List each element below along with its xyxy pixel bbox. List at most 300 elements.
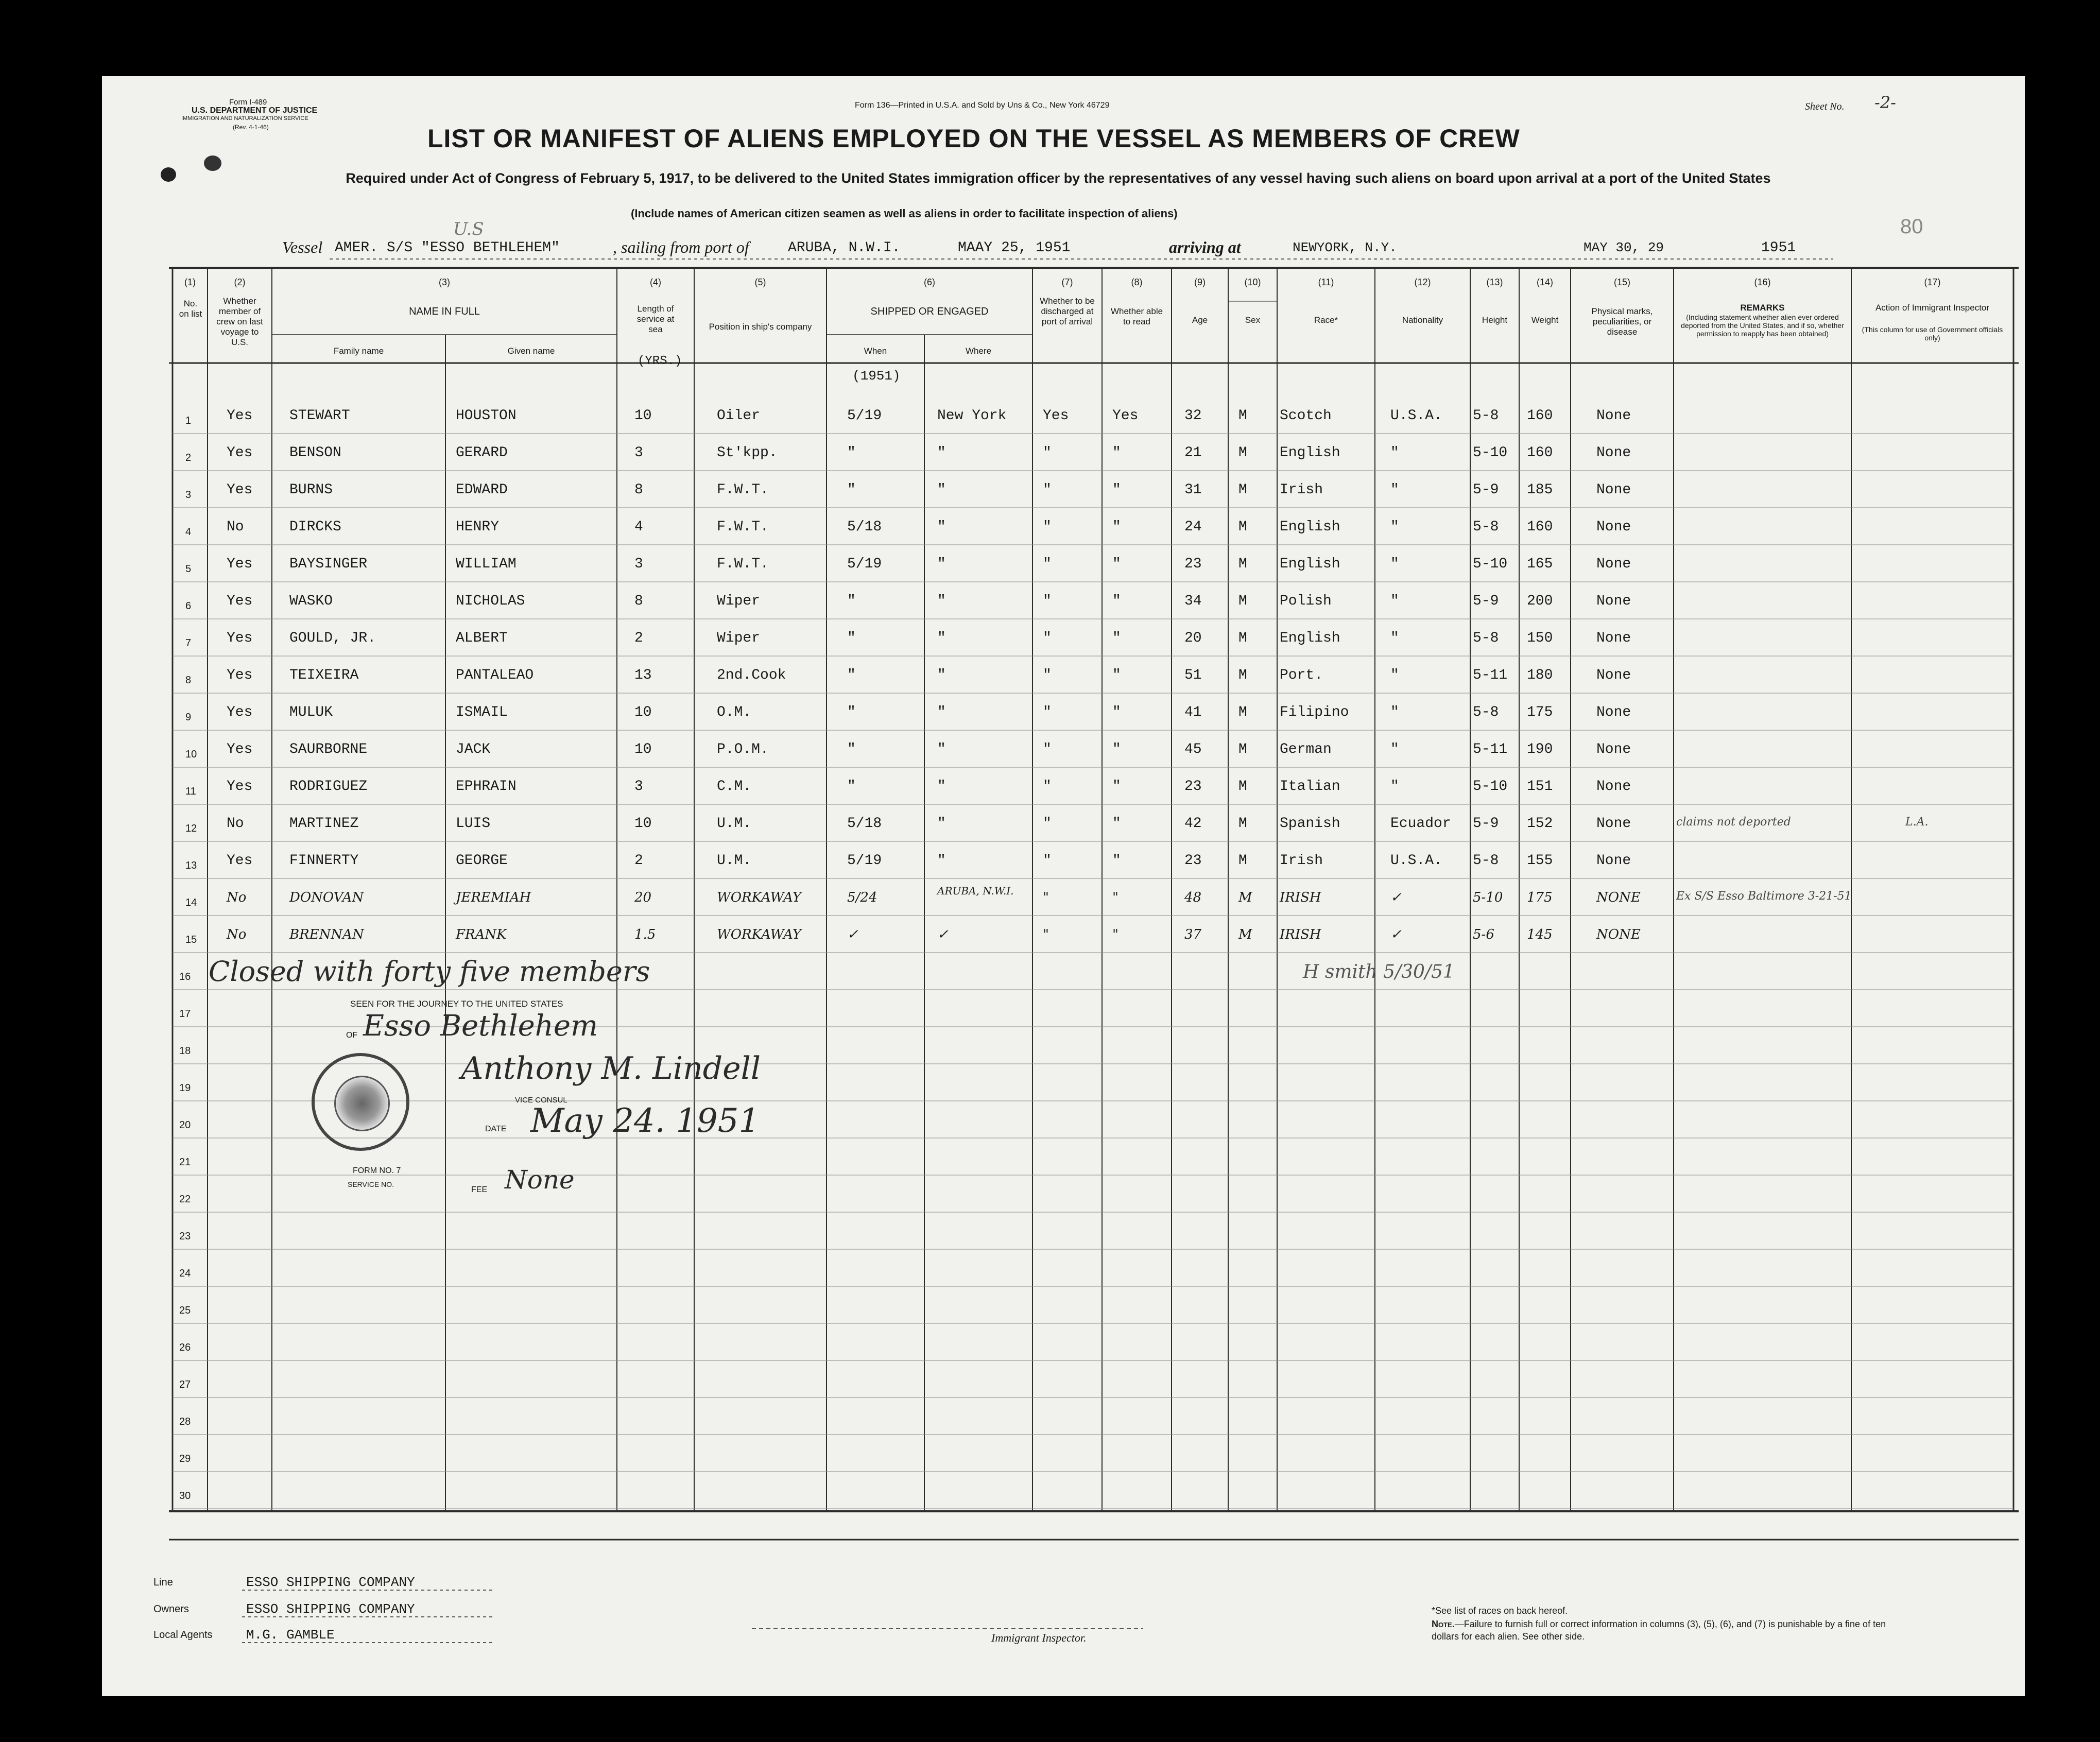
row-number: 7	[185, 637, 192, 649]
marks-cell: None	[1596, 853, 1631, 869]
family-name-cell: DIRCKS	[289, 519, 341, 535]
where-cell: "	[937, 445, 946, 461]
read-cell: "	[1112, 556, 1121, 572]
prev-crew-cell: Yes	[227, 667, 253, 683]
age-cell: 20	[1184, 630, 1202, 646]
where-cell: "	[937, 630, 946, 646]
position-cell: 2nd.Cook	[717, 667, 786, 683]
marks-cell: None	[1596, 519, 1631, 535]
sex-cell: M	[1238, 445, 1247, 461]
row-number: 10	[185, 749, 197, 760]
discharge-cell: "	[1043, 556, 1052, 572]
where-cell: "	[937, 556, 946, 572]
race-cell: German	[1280, 741, 1332, 757]
nationality-cell: U.S.A.	[1390, 408, 1442, 424]
height-cell: 5-10	[1473, 445, 1508, 461]
nationality-cell: "	[1390, 630, 1399, 646]
remarks-cell: Ex S/S Esso Baltimore 3-21-51	[1676, 890, 1852, 903]
row-number: 3	[185, 489, 192, 501]
marks-cell: None	[1596, 408, 1631, 424]
height-cell: 5-6	[1473, 927, 1494, 942]
action-cell: L.A.	[1905, 816, 1929, 829]
when-cell: 5/19	[847, 556, 882, 572]
empty-row-number: 20	[179, 1119, 191, 1131]
height-cell: 5-8	[1473, 853, 1499, 869]
race-cell: English	[1280, 445, 1340, 461]
row-number: 14	[185, 897, 197, 908]
sex-cell: M	[1238, 593, 1247, 609]
row-number: 2	[185, 452, 192, 463]
closed-note: Closed with forty five members	[209, 955, 650, 988]
footer-line-label: Line	[153, 1577, 173, 1588]
where-cell: "	[937, 482, 946, 498]
arriving-year: 1951	[1761, 240, 1796, 256]
inspector-initials: H smith 5/30/51	[1303, 961, 1455, 982]
discharge-cell: "	[1043, 630, 1052, 646]
prev-crew-cell: Yes	[227, 630, 253, 646]
fine-note	[1432, 1618, 1895, 1643]
row-number: 11	[185, 786, 196, 797]
empty-row-number: 27	[179, 1379, 191, 1390]
col-11-number: (11)	[1318, 277, 1334, 287]
row-number: 5	[185, 563, 192, 575]
sex-cell: M	[1238, 519, 1247, 535]
sheet-number: -2-	[1874, 93, 1896, 112]
family-name-cell: DONOVAN	[289, 890, 364, 905]
weight-cell: 155	[1527, 853, 1553, 869]
position-cell: O.M.	[717, 704, 752, 720]
prev-crew-cell: No	[227, 519, 244, 535]
footer-agents-value: M.G. GAMBLE	[246, 1627, 335, 1643]
marks-cell: None	[1596, 741, 1631, 757]
consular-seal-inner	[334, 1076, 390, 1131]
prev-crew-cell: Yes	[227, 741, 253, 757]
weight-cell: 160	[1527, 519, 1553, 535]
family-name-cell: WASKO	[289, 593, 333, 609]
marks-cell: None	[1596, 667, 1631, 683]
when-cell: "	[847, 667, 856, 683]
empty-row-number: 16	[179, 971, 191, 982]
race-cell: Spanish	[1280, 816, 1340, 832]
col-3-number: (3)	[439, 277, 450, 287]
consul-title: VICE CONSUL	[515, 1096, 567, 1105]
where-cell: "	[937, 816, 946, 832]
given-name-cell: ISMAIL	[456, 704, 508, 720]
vessel-name: AMER. S/S "ESSO BETHLEHEM"	[335, 240, 560, 256]
when-cell: 5/19	[847, 408, 882, 424]
read-cell: "	[1112, 741, 1121, 757]
col-14-number: (14)	[1536, 277, 1553, 287]
service-name: IMMIGRATION AND NATURALIZATION SERVICE	[181, 115, 308, 122]
height-cell: 5-9	[1473, 593, 1499, 609]
when-cell: "	[847, 630, 856, 646]
marks-cell: NONE	[1596, 927, 1641, 942]
where-cell: ARUBA, N.W.I.	[937, 885, 1014, 897]
years-cell: 10	[634, 816, 652, 832]
position-cell: U.M.	[717, 816, 752, 832]
years-cell: 3	[634, 445, 643, 461]
col-12-label: Nationality	[1402, 315, 1443, 325]
col-10-number: (10)	[1244, 277, 1261, 287]
when-cell: "	[847, 445, 856, 461]
when-cell: ✓	[847, 927, 858, 942]
date-label: DATE	[485, 1125, 507, 1133]
position-cell: P.O.M.	[717, 741, 769, 757]
height-cell: 5-8	[1473, 519, 1499, 535]
nationality-cell: "	[1390, 779, 1399, 795]
discharge-cell: "	[1043, 519, 1052, 535]
col-9-label: Age	[1192, 315, 1208, 325]
age-cell: 24	[1184, 519, 1202, 535]
prev-crew-cell: No	[227, 890, 247, 905]
form-revision: (Rev. 4-1-46)	[233, 124, 269, 131]
discharge-cell: "	[1043, 445, 1052, 461]
read-cell: "	[1112, 519, 1121, 535]
form-no-label: FORM NO. 7	[353, 1166, 401, 1175]
sex-cell: M	[1238, 408, 1247, 424]
col-16-sublabel: (Including statement whether alien ever ordered deported from the United States, and if so, whether permission to reapply has been obtained)	[1681, 313, 1844, 338]
col-13-label: Height	[1482, 315, 1508, 325]
where-cell: "	[937, 741, 946, 757]
col-9-number: (9)	[1194, 277, 1206, 287]
nationality-cell: ✓	[1390, 890, 1402, 905]
empty-row-number: 22	[179, 1194, 191, 1205]
read-cell: "	[1112, 816, 1121, 832]
family-name-cell: GOULD, JR.	[289, 630, 376, 646]
family-name-cell: TEIXEIRA	[289, 667, 359, 683]
consul-signature: Anthony M. Lindell	[461, 1050, 761, 1086]
when-cell: "	[847, 779, 856, 795]
col-6-where-label: Where	[965, 346, 992, 356]
nationality-cell: "	[1390, 482, 1399, 498]
years-cell: 2	[634, 853, 643, 869]
weight-cell: 145	[1527, 927, 1553, 942]
discharge-cell: "	[1043, 890, 1049, 905]
age-cell: 34	[1184, 593, 1202, 609]
weight-cell: 165	[1527, 556, 1553, 572]
col-8-label: Whether able to read	[1110, 306, 1163, 326]
weight-cell: 151	[1527, 779, 1553, 795]
fine-note-label: Note.	[1432, 1619, 1455, 1629]
empty-row-number: 21	[179, 1157, 191, 1168]
page-subnote: (Include names of American citizen seamen as well as aliens in order to facilitate inspection of aliens)	[631, 207, 1178, 220]
fee-value: None	[505, 1165, 575, 1195]
where-cell: "	[937, 704, 946, 720]
sailing-date: MAAY 25, 1951	[958, 240, 1071, 256]
row-number: 4	[185, 526, 192, 538]
nationality-cell: "	[1390, 704, 1399, 720]
weight-cell: 160	[1527, 445, 1553, 461]
given-name-cell: NICHOLAS	[456, 593, 525, 609]
footer-agents-label: Local Agents	[153, 1629, 213, 1641]
sex-cell: M	[1238, 556, 1247, 572]
col-2-number: (2)	[234, 277, 246, 287]
discharge-cell: "	[1043, 779, 1052, 795]
given-name-cell: JACK	[456, 741, 491, 757]
position-cell: F.W.T.	[717, 556, 769, 572]
col-6-label: SHIPPED OR ENGAGED	[870, 306, 989, 317]
prev-crew-cell: Yes	[227, 853, 253, 869]
where-cell: "	[937, 779, 946, 795]
stain-mark	[161, 167, 176, 182]
years-cell: 3	[634, 779, 643, 795]
arriving-label: arriving at	[1169, 238, 1241, 256]
where-cell: "	[937, 519, 946, 535]
col-17-sublabel: (This column for use of Government officials only)	[1862, 325, 2003, 342]
years-cell: 10	[634, 408, 652, 424]
footer-owners-label: Owners	[153, 1603, 189, 1615]
family-name-cell: BRENNAN	[289, 927, 364, 942]
read-cell: "	[1112, 704, 1121, 720]
read-cell: "	[1112, 445, 1121, 461]
department-name: U.S. DEPARTMENT OF JUSTICE	[192, 106, 318, 115]
prev-crew-cell: Yes	[227, 704, 253, 720]
nationality-cell: ✓	[1390, 927, 1402, 942]
empty-row-number: 30	[179, 1490, 191, 1502]
family-name-cell: FINNERTY	[289, 853, 359, 869]
col-8-number: (8)	[1131, 277, 1143, 287]
age-cell: 48	[1184, 890, 1202, 905]
col-1-label: No. on list	[179, 299, 202, 319]
row-number: 13	[185, 860, 197, 871]
col-4-label: Length of service at sea	[636, 304, 675, 334]
where-cell: "	[937, 853, 946, 869]
family-name-cell: RODRIGUEZ	[289, 779, 368, 795]
position-cell: Wiper	[717, 593, 761, 609]
vessel-label: Vessel	[282, 238, 323, 256]
footer-line-value: ESSO SHIPPING COMPANY	[246, 1575, 415, 1590]
height-cell: 5-10	[1473, 556, 1508, 572]
footer-owners-value: ESSO SHIPPING COMPANY	[246, 1601, 415, 1617]
years-cell: 20	[634, 890, 652, 905]
marks-cell: None	[1596, 630, 1631, 646]
race-cell: Scotch	[1280, 408, 1332, 424]
where-cell: New York	[937, 408, 1007, 424]
read-cell: "	[1112, 593, 1121, 609]
seen-label: SEEN FOR THE JOURNEY TO THE UNITED STATES	[350, 999, 563, 1009]
when-cell: 5/19	[847, 853, 882, 869]
when-cell: "	[847, 593, 856, 609]
marks-cell: NONE	[1596, 890, 1641, 905]
age-cell: 23	[1184, 853, 1202, 869]
height-cell: 5-8	[1473, 408, 1499, 424]
prev-crew-cell: Yes	[227, 482, 253, 498]
family-name-cell: BAYSINGER	[289, 556, 368, 572]
row-number: 8	[185, 675, 192, 686]
page-title: LIST OR MANIFEST OF ALIENS EMPLOYED ON THE VESSEL AS MEMBERS OF CREW	[427, 124, 1520, 153]
race-cell: IRISH	[1280, 927, 1321, 942]
race-cell: English	[1280, 630, 1340, 646]
col-2-label: Whether member of crew on last voyage to U.S.	[216, 296, 263, 347]
col-6-year: (1951)	[852, 368, 901, 384]
discharge-cell: "	[1043, 853, 1052, 869]
marks-cell: None	[1596, 779, 1631, 795]
row-number: 6	[185, 600, 192, 612]
family-name-cell: STEWART	[289, 408, 350, 424]
position-cell: WORKAWAY	[717, 927, 802, 942]
nationality-cell: "	[1390, 519, 1399, 535]
empty-row-number: 28	[179, 1416, 191, 1427]
seen-of-label: OF	[346, 1031, 358, 1040]
height-cell: 5-10	[1473, 890, 1503, 905]
read-cell: "	[1112, 927, 1118, 942]
empty-row-number: 25	[179, 1305, 191, 1316]
family-name-cell: MARTINEZ	[289, 816, 359, 832]
discharge-cell: "	[1043, 816, 1052, 832]
empty-row-number: 26	[179, 1342, 191, 1353]
when-cell: "	[847, 741, 856, 757]
marks-cell: None	[1596, 816, 1631, 832]
height-cell: 5-11	[1473, 741, 1508, 757]
prev-crew-cell: Yes	[227, 408, 253, 424]
weight-cell: 160	[1527, 408, 1553, 424]
nationality-cell: "	[1390, 593, 1399, 609]
years-cell: 10	[634, 704, 652, 720]
when-cell: 5/18	[847, 816, 882, 832]
height-cell: 5-11	[1473, 667, 1508, 683]
arriving-port: NEWYORK, N.Y.	[1293, 240, 1397, 255]
position-cell: St'kpp.	[717, 445, 778, 461]
prev-crew-cell: No	[227, 927, 247, 942]
weight-cell: 180	[1527, 667, 1553, 683]
read-cell: "	[1112, 630, 1121, 646]
sex-cell: M	[1238, 853, 1247, 869]
family-name-cell: MULUK	[289, 704, 333, 720]
consular-seal-stamp	[312, 1053, 409, 1151]
marks-cell: None	[1596, 445, 1631, 461]
age-cell: 31	[1184, 482, 1202, 498]
family-name-cell: BURNS	[289, 482, 333, 498]
sex-cell: M	[1238, 482, 1247, 498]
sex-cell: M	[1238, 816, 1247, 832]
position-cell: F.W.T.	[717, 519, 769, 535]
position-cell: F.W.T.	[717, 482, 769, 498]
years-cell: 8	[634, 482, 643, 498]
stain-mark	[204, 156, 221, 171]
when-cell: 5/18	[847, 519, 882, 535]
discharge-cell: Yes	[1043, 408, 1069, 424]
service-no-label: SERVICE NO.	[348, 1180, 394, 1188]
given-name-cell: EPHRAIN	[456, 779, 517, 795]
footer-dotted-lines	[242, 1589, 500, 1650]
age-cell: 23	[1184, 779, 1202, 795]
fine-note-text: —Failure to furnish full or correct information in columns (3), (5), (6), and (7) is punishable by a fine of ten dollars for each alien. See other side.	[1432, 1619, 1886, 1642]
race-cell: English	[1280, 519, 1340, 535]
col-11-label: Race*	[1314, 315, 1338, 325]
row-number: 12	[185, 823, 197, 834]
col-4-number: (4)	[650, 277, 661, 287]
position-cell: U.M.	[717, 853, 752, 869]
col-6-number: (6)	[924, 277, 935, 287]
given-name-cell: HOUSTON	[456, 408, 517, 424]
age-cell: 51	[1184, 667, 1202, 683]
race-cell: IRISH	[1280, 890, 1321, 905]
col-17-label: Action of Immigrant Inspector	[1875, 303, 1990, 313]
col-16-label: REMARKS	[1740, 303, 1785, 313]
race-cell: Filipino	[1280, 704, 1349, 720]
nationality-cell: "	[1390, 741, 1399, 757]
where-cell: "	[937, 667, 946, 683]
empty-row-number: 17	[179, 1008, 191, 1020]
sex-cell: M	[1238, 704, 1247, 720]
position-cell: C.M.	[717, 779, 752, 795]
marks-cell: None	[1596, 482, 1631, 498]
race-cell: Polish	[1280, 593, 1332, 609]
fee-label: FEE	[471, 1185, 488, 1194]
race-cell: Italian	[1280, 779, 1340, 795]
races-note: *See list of races on back hereof.	[1432, 1606, 1568, 1616]
race-cell: Irish	[1280, 853, 1323, 869]
years-cell: 2	[634, 630, 643, 646]
seen-vessel-name: Esso Bethlehem	[363, 1009, 598, 1043]
col-13-number: (13)	[1486, 277, 1503, 287]
sex-cell: M	[1238, 779, 1247, 795]
read-cell: Yes	[1112, 408, 1139, 424]
inspector-signature-line	[752, 1627, 1143, 1630]
prev-crew-cell: No	[227, 816, 244, 832]
row-number: 1	[185, 415, 192, 426]
prev-crew-cell: Yes	[227, 779, 253, 795]
years-cell: 3	[634, 556, 643, 572]
page-subtitle: Required under Act of Congress of February 5, 1917, to be delivered to the United States immigration officer by the representatives of any vessel having such aliens on board upon arrival at a port of the United States	[346, 170, 1771, 186]
empty-row-number: 23	[179, 1231, 191, 1242]
given-name-cell: JEREMIAH	[456, 890, 531, 905]
discharge-cell: "	[1043, 704, 1052, 720]
col-7-label: Whether to be discharged at port of arrival	[1040, 296, 1095, 326]
given-name-cell: FRANK	[456, 927, 507, 942]
col-12-number: (12)	[1414, 277, 1431, 287]
height-cell: 5-8	[1473, 630, 1499, 646]
col-15-label: Physical marks, peculiarities, or disease	[1591, 306, 1653, 337]
when-cell: 5/24	[847, 890, 877, 905]
read-cell: "	[1112, 779, 1121, 795]
sex-cell: M	[1238, 741, 1247, 757]
height-cell: 5-10	[1473, 779, 1508, 795]
age-cell: 21	[1184, 445, 1202, 461]
vessel-us-mark: U.S	[453, 219, 484, 239]
empty-row-number: 18	[179, 1045, 191, 1057]
marks-cell: None	[1596, 556, 1631, 572]
race-cell: English	[1280, 556, 1340, 572]
prev-crew-cell: Yes	[227, 445, 253, 461]
sailing-label: , sailing from port of	[613, 238, 749, 256]
col-16-number: (16)	[1754, 277, 1771, 287]
weight-cell: 200	[1527, 593, 1553, 609]
col-5-label: Position in ship's company	[709, 322, 812, 332]
position-cell: Wiper	[717, 630, 761, 646]
row-number: 15	[185, 934, 197, 945]
read-cell: "	[1112, 890, 1118, 905]
given-name-cell: GERARD	[456, 445, 508, 461]
race-cell: Port.	[1280, 667, 1323, 683]
read-cell: "	[1112, 482, 1121, 498]
nationality-cell: "	[1390, 445, 1399, 461]
when-cell: "	[847, 704, 856, 720]
weight-cell: 175	[1527, 890, 1553, 905]
col-3-label: NAME IN FULL	[409, 306, 480, 317]
col-3-given-label: Given name	[507, 346, 555, 356]
age-cell: 42	[1184, 816, 1202, 832]
weight-cell: 185	[1527, 482, 1553, 498]
age-cell: 32	[1184, 408, 1202, 424]
col-3-family-label: Family name	[333, 346, 384, 356]
discharge-cell: "	[1043, 593, 1052, 609]
given-name-cell: HENRY	[456, 519, 500, 535]
marks-cell: None	[1596, 704, 1631, 720]
col-17-number: (17)	[1924, 277, 1941, 287]
col-14-label: Weight	[1531, 315, 1559, 325]
where-cell: ✓	[937, 927, 949, 942]
